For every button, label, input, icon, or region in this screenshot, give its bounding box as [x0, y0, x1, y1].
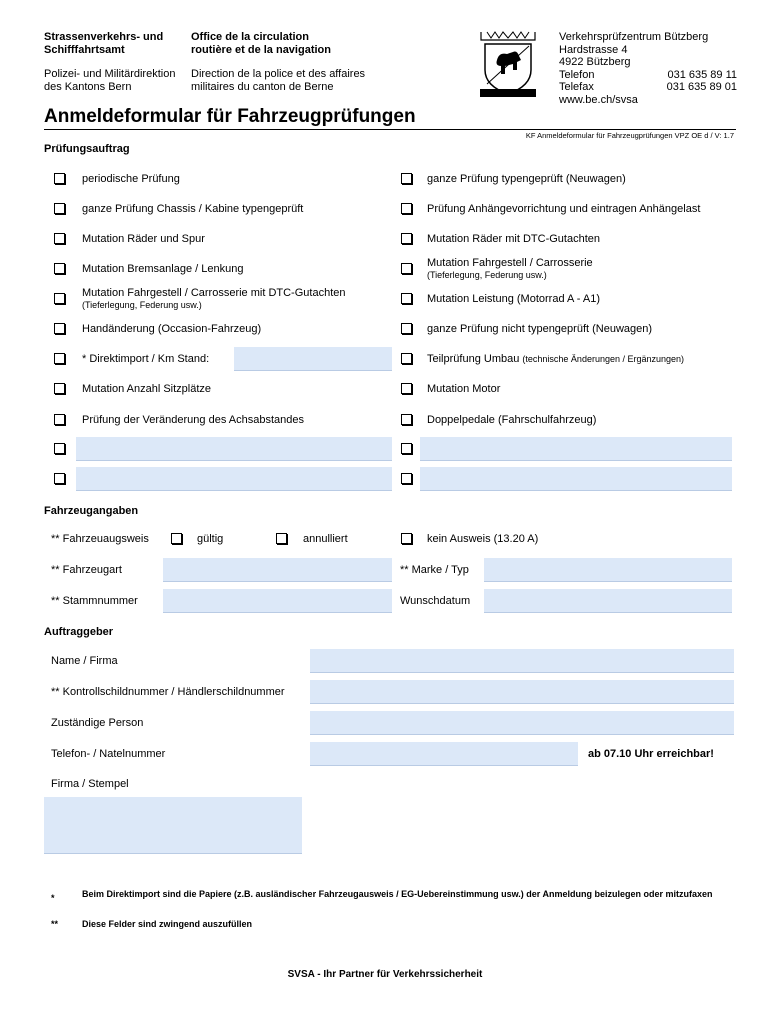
option-label-right-4: Mutation Fahrgestell / Carrosserie (Tieferlegung, Federung usw.)	[427, 257, 593, 280]
checkbox-right-5[interactable]	[401, 293, 412, 304]
checkbox-right-8[interactable]	[401, 383, 412, 394]
footer-slogan: SVSA - Ihr Partner für Verkehrssicherheit	[287, 969, 483, 980]
agency-name-fr: Office de la circulation routière et de la navigation	[191, 31, 331, 56]
kontrollschild-field[interactable]	[310, 680, 734, 704]
option-label-left-7: * Direktimport / Km Stand:	[82, 353, 210, 365]
option-label-right-6: ganze Prüfung nicht typengeprüft (Neuwagen)	[427, 323, 653, 335]
checkbox-left-1[interactable]	[54, 173, 65, 184]
directorate-fr: Direction de la police et des affaires militaires du canton de Berne	[191, 68, 366, 93]
marke-typ-field[interactable]	[484, 558, 732, 582]
page-title: Anmeldeformular für Fahrzeugprüfungen	[44, 106, 416, 127]
option-label-left-5: Mutation Fahrgestell / Carrosserie mit DTC-Gutachten (Tieferlegung, Federung usw.)	[82, 287, 346, 310]
annulliert-label: annulliert	[303, 533, 348, 545]
extra-field-1-right[interactable]	[420, 437, 732, 461]
section-heading-fahrzeugangaben: Fahrzeugangaben	[44, 505, 139, 517]
checkbox-right-9[interactable]	[401, 414, 412, 425]
fahrzeugausweis-label: ** Fahrzeuaugsweis	[51, 533, 149, 545]
checkbox-left-5[interactable]	[54, 293, 65, 304]
checkbox-left-4[interactable]	[54, 263, 65, 274]
fahrzeugart-field[interactable]	[163, 558, 392, 582]
kontrollschild-label: ** Kontrollschildnummer / Händlerschildnummer	[51, 686, 285, 698]
checkbox-right-4[interactable]	[401, 263, 412, 274]
option-label-left-3: Mutation Räder und Spur	[82, 233, 205, 245]
directorate-de: Polizei- und Militärdirektion des Kantons Bern	[44, 68, 176, 93]
checkbox-right-2[interactable]	[401, 203, 412, 214]
contact-block: Verkehrsprüfzentrum Bützberg Hardstrasse 4 4922 Bützberg Telefon 031 635 89 11 Telefax 031 635 89 01 www.be.ch/svsa	[559, 31, 737, 106]
note-marker-2: **	[51, 919, 59, 929]
kein-ausweis-checkbox[interactable]	[401, 533, 412, 544]
agency-name-de: Strassenverkehrs- und Schifffahrtsamt	[44, 31, 164, 56]
option-label-left-1: periodische Prüfung	[82, 173, 180, 185]
wunschdatum-field[interactable]	[484, 589, 732, 613]
checkbox-right-3[interactable]	[401, 233, 412, 244]
annulliert-checkbox[interactable]	[276, 533, 287, 544]
bern-coat-of-arms-icon	[477, 30, 539, 98]
extra-field-2-left[interactable]	[76, 467, 392, 491]
checkbox-right-1[interactable]	[401, 173, 412, 184]
name-firma-label: Name / Firma	[51, 655, 118, 667]
option-label-right-2: Prüfung Anhängevorrichtung und eintragen Anhängelast	[427, 203, 701, 215]
option-label-left-6: Handänderung (Occasion-Fahrzeug)	[82, 323, 262, 335]
extra-checkbox-1-left[interactable]	[54, 443, 65, 454]
note-marker-1: *	[51, 893, 55, 903]
fahrzeugart-label: ** Fahrzeugart	[51, 564, 122, 576]
option-label-right-8: Mutation Motor	[427, 383, 501, 395]
zustaendige-person-label: Zuständige Person	[51, 717, 144, 729]
section-heading-pruefungsauftrag: Prüfungsauftrag	[44, 143, 130, 155]
zustaendige-person-field[interactable]	[310, 711, 734, 735]
note-text-2: Diese Felder sind zwingend auszufüllen	[82, 919, 253, 929]
extra-checkbox-2-left[interactable]	[54, 473, 65, 484]
checkbox-left-7[interactable]	[54, 353, 65, 364]
option-label-left-8: Mutation Anzahl Sitzplätze	[82, 383, 212, 395]
firma-stempel-label: Firma / Stempel	[51, 778, 129, 790]
marke-typ-label: ** Marke / Typ	[400, 564, 469, 576]
checkbox-right-7[interactable]	[401, 353, 412, 364]
firma-stempel-field[interactable]	[44, 797, 302, 854]
km-stand-field[interactable]	[234, 347, 392, 371]
checkbox-right-6[interactable]	[401, 323, 412, 334]
checkbox-left-3[interactable]	[54, 233, 65, 244]
section-heading-auftraggeber: Auftraggeber	[44, 626, 114, 638]
option-label-left-9: Prüfung der Veränderung des Achsabstandes	[82, 414, 304, 426]
checkbox-left-6[interactable]	[54, 323, 65, 334]
name-firma-field[interactable]	[310, 649, 734, 673]
extra-field-1-left[interactable]	[76, 437, 392, 461]
kein-ausweis-label: kein Ausweis (13.20 A)	[427, 533, 539, 545]
gueltig-checkbox[interactable]	[171, 533, 182, 544]
option-label-left-4: Mutation Bremsanlage / Lenkung	[82, 263, 244, 275]
checkbox-left-9[interactable]	[54, 414, 65, 425]
title-rule	[44, 129, 736, 130]
extra-checkbox-1-right[interactable]	[401, 443, 412, 454]
option-label-right-5: Mutation Leistung (Motorrad A - A1)	[427, 293, 601, 305]
option-label-left-2: ganze Prüfung Chassis / Kabine typengeprüft	[82, 203, 304, 215]
note-text-1: Beim Direktimport sind die Papiere (z.B. ausländischer Fahrzeugausweis / EG-Uebereinstimmung usw.) der Anmeldung beizulegen oder mitzufaxen	[82, 889, 713, 899]
option-label-right-1: ganze Prüfung typengeprüft (Neuwagen)	[427, 173, 626, 185]
option-label-right-7: Teilprüfung Umbau (technische Änderungen / Ergänzungen)	[427, 353, 685, 365]
checkbox-left-2[interactable]	[54, 203, 65, 214]
stammnummer-label: ** Stammnummer	[51, 595, 138, 607]
extra-checkbox-2-right[interactable]	[401, 473, 412, 484]
telefon-label: Telefon- / Natelnummer	[51, 748, 166, 760]
option-label-right-9: Doppelpedale (Fahrschulfahrzeug)	[427, 414, 597, 426]
wunschdatum-label: Wunschdatum	[400, 595, 471, 607]
extra-field-2-right[interactable]	[420, 467, 732, 491]
stammnummer-field[interactable]	[163, 589, 392, 613]
form-reference: KF Anmeldeformular für Fahrzeugprüfungen VPZ OE d / V: 1.7	[525, 131, 734, 140]
erreichbar-note: ab 07.10 Uhr erreichbar!	[588, 748, 714, 760]
option-label-right-3: Mutation Räder mit DTC-Gutachten	[427, 233, 601, 245]
checkbox-left-8[interactable]	[54, 383, 65, 394]
telefon-field[interactable]	[310, 742, 578, 766]
gueltig-label: gültig	[197, 533, 224, 545]
